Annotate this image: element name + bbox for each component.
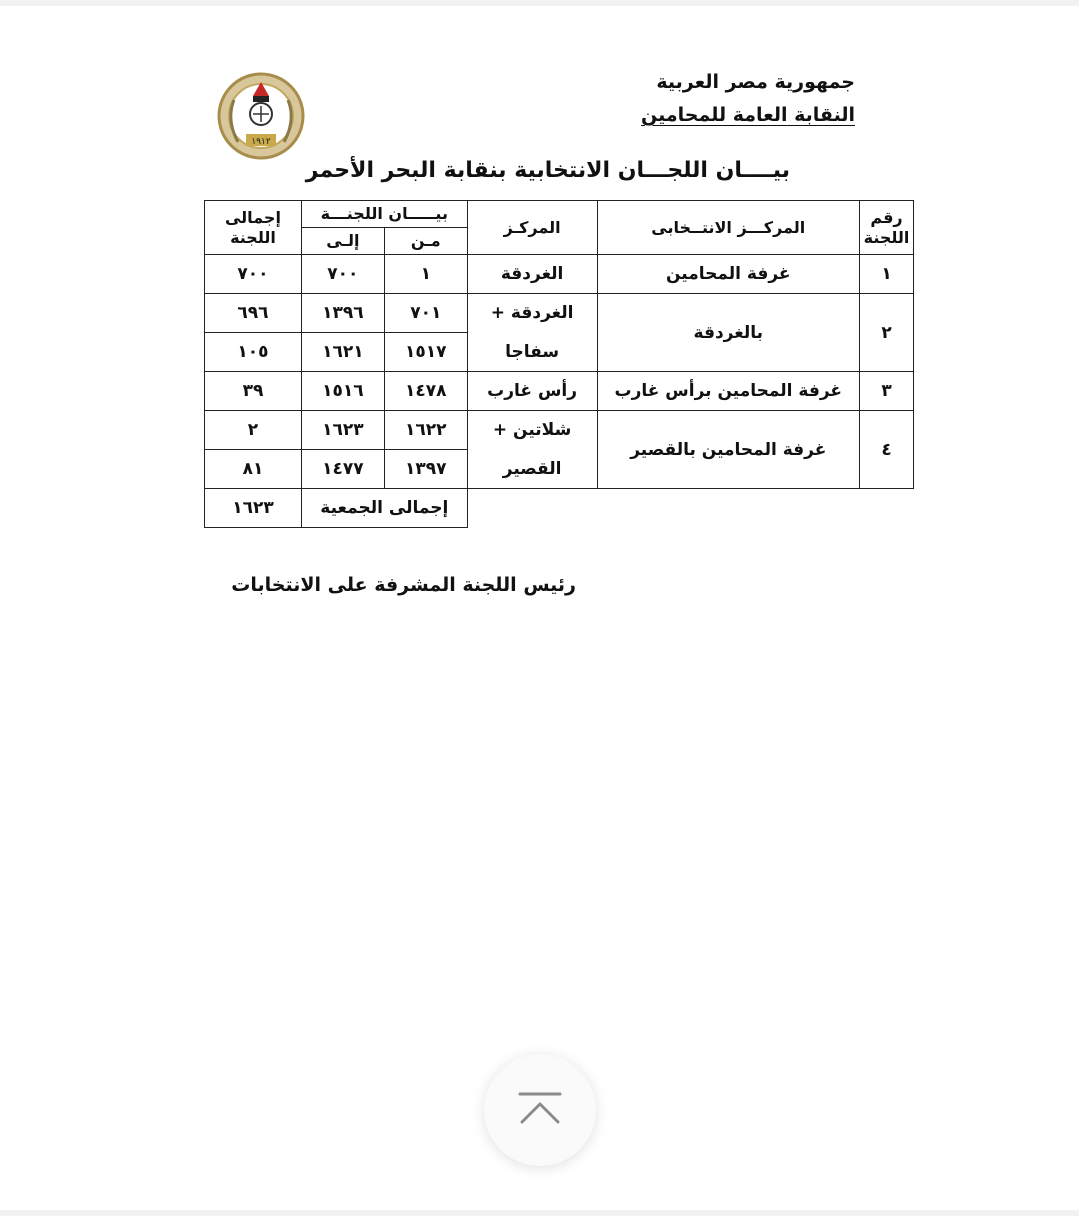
cell-markaz: الغردقة + xyxy=(467,294,597,333)
scroll-to-top-button[interactable] xyxy=(484,1054,596,1166)
header-markaz: المركـز xyxy=(467,201,597,255)
header-country: جمهورية مصر العربية xyxy=(656,71,855,93)
page-title: بيــــان اللجـــان الانتخابية بنقابة البحر الأحمر xyxy=(305,158,790,183)
cell-total: ٧٠٠ xyxy=(205,255,302,294)
cell-from: ١٣٩٧ xyxy=(384,450,467,489)
cell-markaz: القصير xyxy=(467,450,597,489)
header-committee-range: بيـــــان اللجنـــة xyxy=(301,201,467,228)
cell-from: ١ xyxy=(384,255,467,294)
header-from: مـن xyxy=(384,228,467,255)
grand-total-value: ١٦٢٣ xyxy=(205,489,302,528)
cell-center: غرفة المحامين xyxy=(597,255,860,294)
committees-table xyxy=(204,200,914,528)
cell-number: ٤ xyxy=(860,411,914,489)
cell-from: ١٥١٧ xyxy=(384,333,467,372)
cell-to: ١٣٩٦ xyxy=(301,294,384,333)
cell-center: غرفة المحامين بالقصير xyxy=(597,411,860,489)
header-syndicate: النقابة العامة للمحامين xyxy=(641,104,855,126)
cell-total: ١٠٥ xyxy=(205,333,302,372)
cell-number: ٣ xyxy=(860,372,914,411)
header-committee-total: إجمالى اللجنة xyxy=(205,201,302,255)
cell-to: ١٥١٦ xyxy=(301,372,384,411)
cell-markaz: شلاتين + xyxy=(467,411,597,450)
cell-from: ٧٠١ xyxy=(384,294,467,333)
cell-to: ١٦٢١ xyxy=(301,333,384,372)
bar-association-emblem xyxy=(216,70,306,162)
cell-total: ٣٩ xyxy=(205,372,302,411)
cell-center: غرفة المحامين برأس غارب xyxy=(597,372,860,411)
signature-line: رئيس اللجنة المشرفة على الانتخابات xyxy=(231,574,576,596)
cell-number: ٢ xyxy=(860,294,914,372)
cell-total: ٦٩٦ xyxy=(205,294,302,333)
table-row xyxy=(205,255,914,294)
cell-total: ٢ xyxy=(205,411,302,450)
table-row xyxy=(205,411,914,450)
header-electoral-center: المركـــز الانتــخابى xyxy=(597,201,860,255)
header-to: إلـى xyxy=(301,228,384,255)
cell-to: ٧٠٠ xyxy=(301,255,384,294)
cell-markaz: سفاجا xyxy=(467,333,597,372)
cell-to: ١٤٧٧ xyxy=(301,450,384,489)
document-page xyxy=(0,6,1079,1210)
cell-total: ٨١ xyxy=(205,450,302,489)
cell-from: ١٦٢٢ xyxy=(384,411,467,450)
table-header-row xyxy=(205,201,914,228)
scroll-to-top-icon xyxy=(518,1090,562,1130)
cell-to: ١٦٢٣ xyxy=(301,411,384,450)
header-committee-number: رقم اللجنة xyxy=(860,201,914,255)
logo-year: ١٩١٢ xyxy=(251,137,271,147)
cell-number: ١ xyxy=(860,255,914,294)
document-header xyxy=(600,66,855,132)
grand-total-row xyxy=(205,489,914,528)
cell-center: بالغردقة xyxy=(597,294,860,372)
grand-total-label: إجمالى الجمعية xyxy=(301,489,467,528)
cell-markaz: رأس غارب xyxy=(467,372,597,411)
cell-markaz: الغردقة xyxy=(467,255,597,294)
table-row xyxy=(205,372,914,411)
cell-from: ١٤٧٨ xyxy=(384,372,467,411)
table-row xyxy=(205,294,914,333)
